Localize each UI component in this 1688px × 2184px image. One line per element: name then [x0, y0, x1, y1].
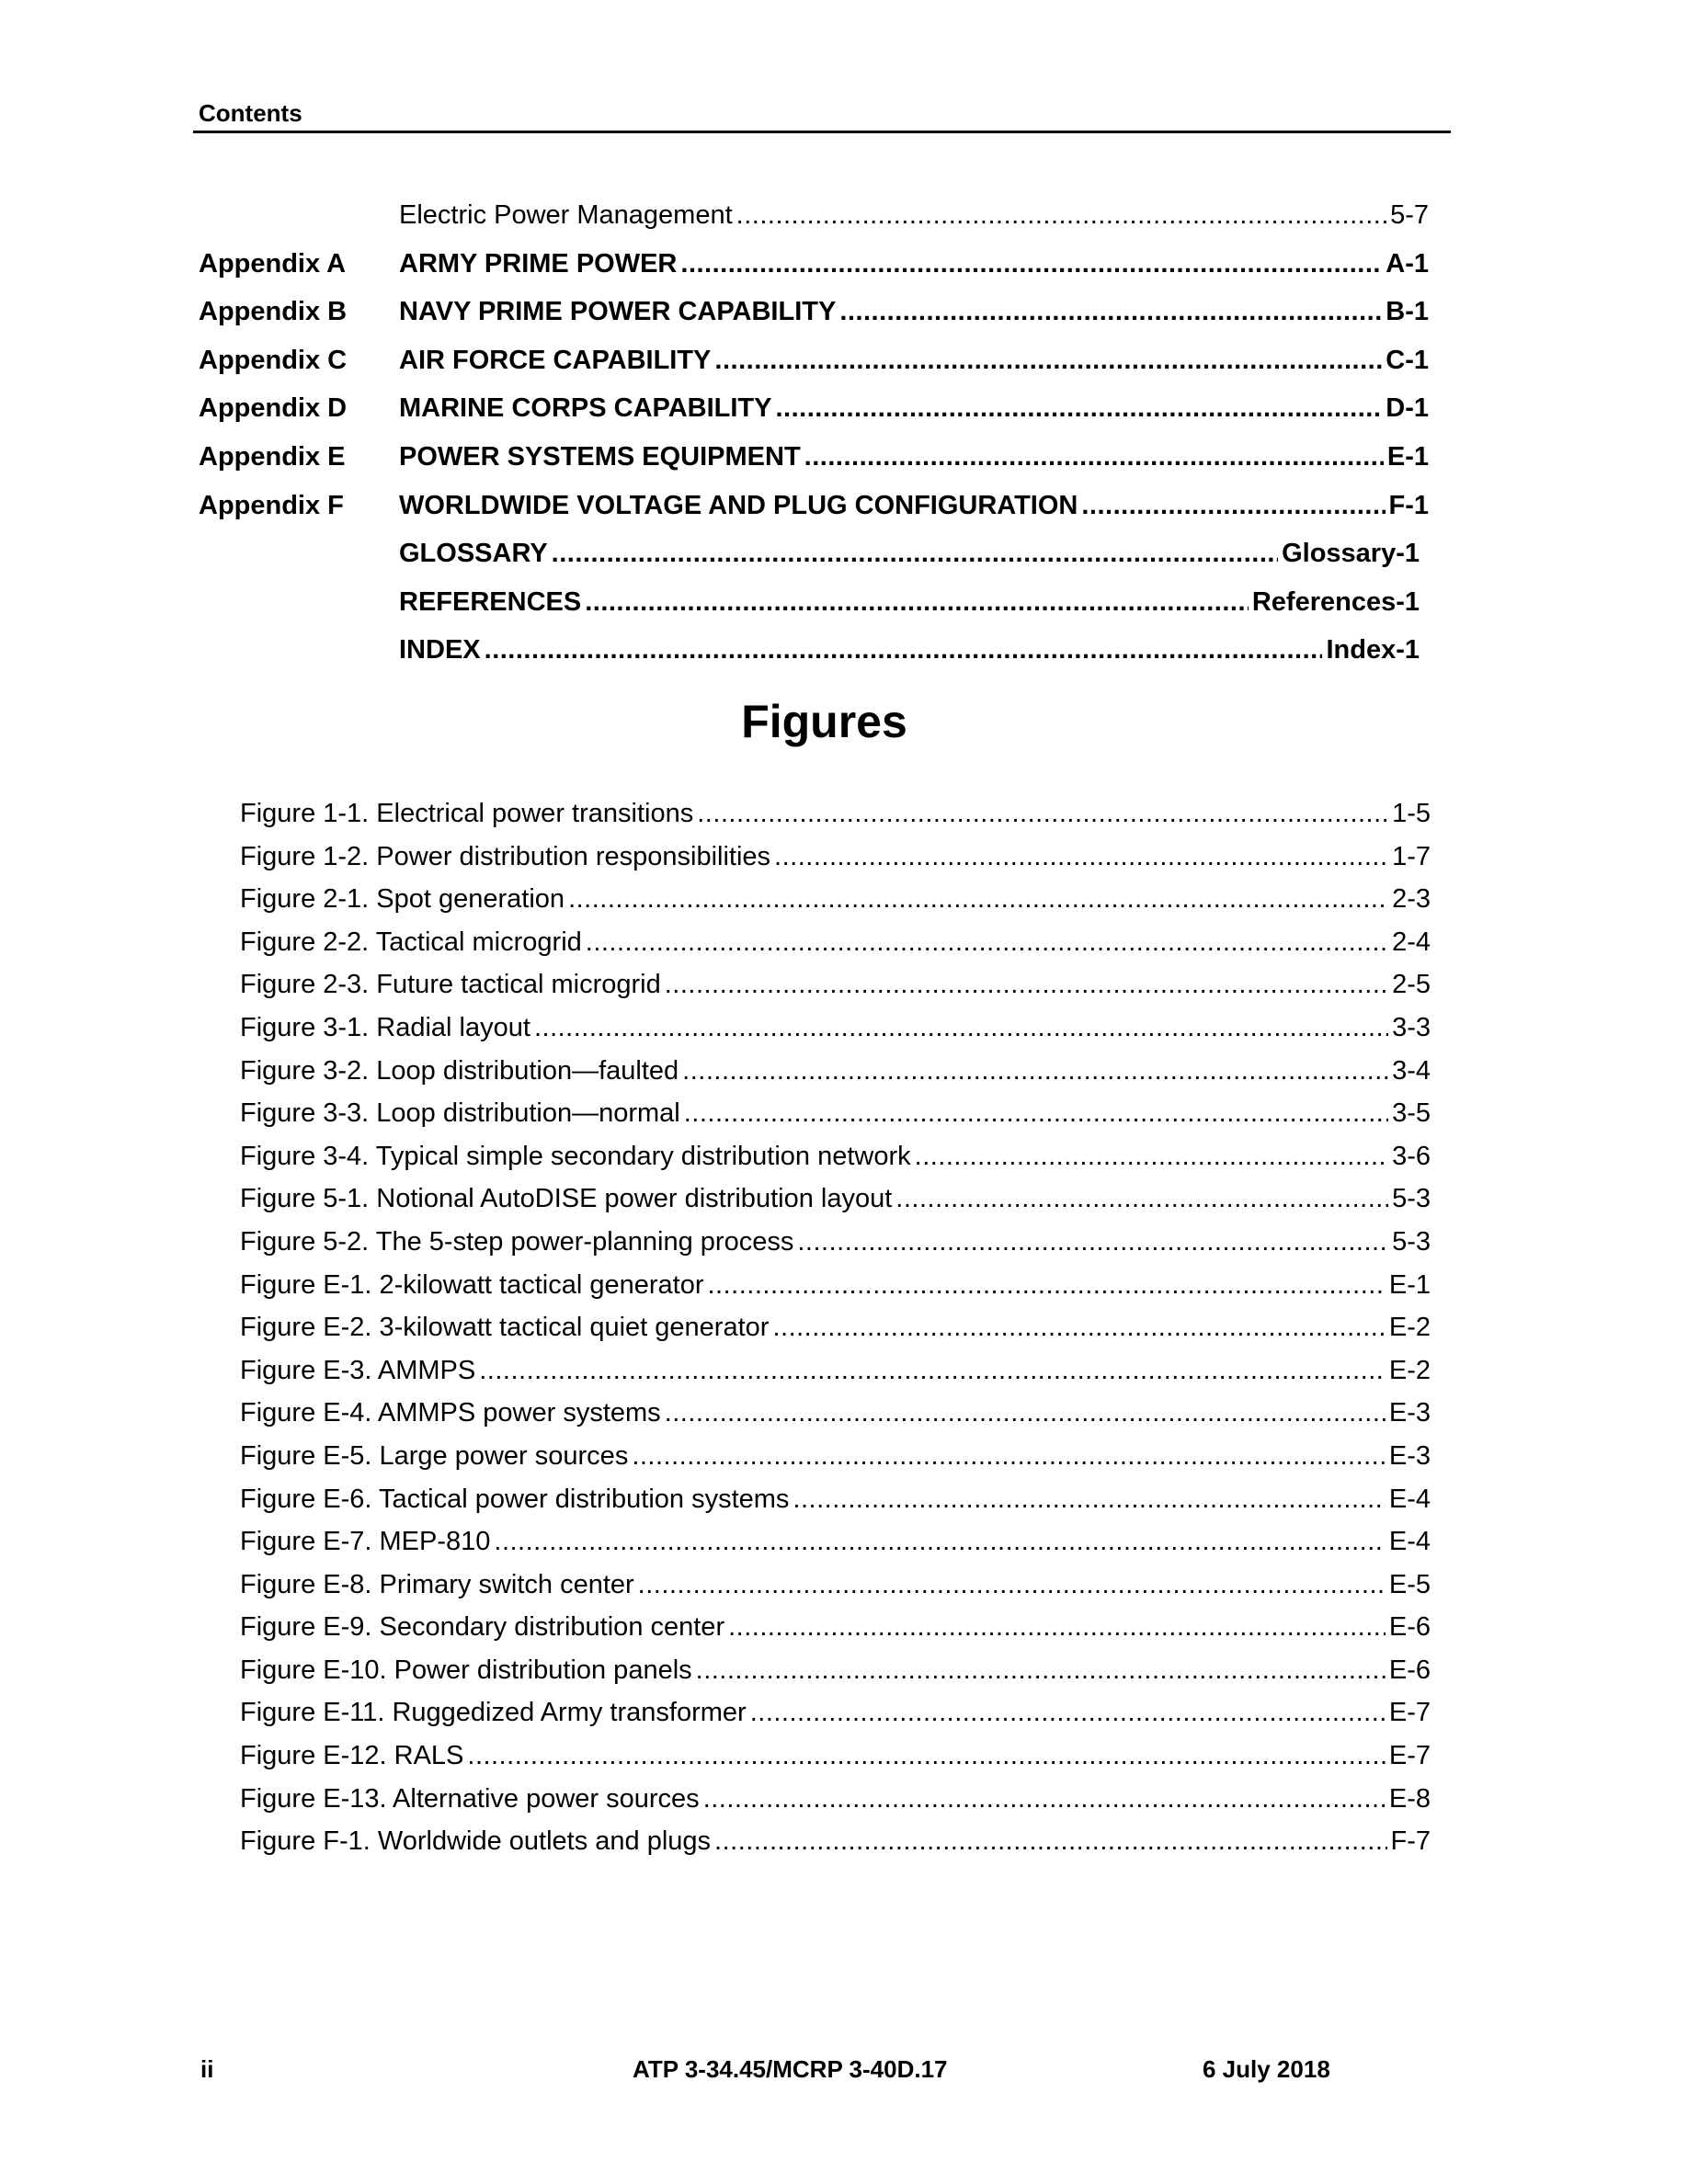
toc-entry-page: D-1: [1386, 393, 1429, 424]
contents-list: [0, 191, 1688, 675]
toc-entry[interactable]: [0, 336, 1688, 385]
figure-entry[interactable]: [0, 1735, 1688, 1778]
figure-entry-page: 3-4: [1392, 1055, 1431, 1086]
toc-entry-title: MARINE CORPS CAPABILITY: [399, 393, 772, 424]
figure-leader-dots: [684, 1092, 1388, 1135]
toc-appendix-label: Appendix E: [199, 441, 346, 472]
figure-leader-dots: [915, 1135, 1388, 1178]
header-rule: [193, 131, 1451, 133]
figure-leader-dots: [774, 836, 1388, 879]
figure-entry-page: 2-5: [1392, 970, 1431, 1000]
toc-entry-page: B-1: [1386, 297, 1429, 327]
figure-entry-page: 5-3: [1392, 1226, 1431, 1257]
figure-entry-title: Figure E-5. Large power sources: [240, 1440, 629, 1471]
figures-list: [0, 792, 1688, 1863]
figure-entry-title: Figure 5-1. Notional AutoDISE power distribution layout: [240, 1184, 893, 1214]
toc-entry-title: INDEX: [399, 635, 481, 665]
toc-entry-page: E-1: [1386, 441, 1429, 472]
toc-leader-dots: [804, 433, 1384, 482]
toc-leader-dots: [585, 578, 1249, 627]
figure-entry-title: Figure E-3. AMMPS: [240, 1355, 476, 1385]
toc-entry[interactable]: [0, 578, 1688, 627]
figure-entry[interactable]: [0, 878, 1688, 921]
figure-entry-page: 3-3: [1392, 1012, 1431, 1042]
figure-entry-title: Figure E-6. Tactical power distribution systems: [240, 1484, 790, 1514]
toc-entry[interactable]: [0, 288, 1688, 336]
figure-entry-page: E-6: [1388, 1655, 1431, 1685]
figure-leader-dots: [703, 1778, 1386, 1821]
figure-leader-dots: [793, 1478, 1385, 1521]
toc-entry[interactable]: [0, 240, 1688, 289]
figure-entry[interactable]: [0, 963, 1688, 1007]
figure-entry-title: Figure E-2. 3-kilowatt tactical quiet generator: [240, 1313, 770, 1343]
figure-entry-title: Figure E-1. 2-kilowatt tactical generator: [240, 1269, 704, 1300]
figure-entry-title: Figure 2-1. Spot generation: [240, 884, 565, 915]
figure-entry-page: 2-3: [1392, 884, 1431, 915]
toc-leader-dots: [680, 240, 1382, 289]
toc-entry-page: A-1: [1386, 248, 1429, 279]
toc-leader-dots: [736, 191, 1386, 240]
toc-entry-page: 5-7: [1390, 200, 1429, 230]
figure-entry[interactable]: [0, 1007, 1688, 1050]
figure-leader-dots: [467, 1735, 1385, 1778]
figure-leader-dots: [714, 1820, 1386, 1863]
figure-leader-dots: [697, 792, 1388, 836]
figure-leader-dots: [632, 1435, 1386, 1478]
figure-entry-title: Figure 2-3. Future tactical microgrid: [240, 970, 661, 1000]
toc-entry[interactable]: [0, 529, 1688, 578]
figure-entry-title: Figure 3-1. Radial layout: [240, 1012, 530, 1042]
figure-entry-page: F-7: [1390, 1826, 1431, 1857]
figure-entry[interactable]: [0, 1820, 1688, 1863]
figure-leader-dots: [479, 1349, 1386, 1393]
footer-date: 6 July 2018: [1203, 2055, 1330, 2083]
toc-leader-dots: [714, 336, 1382, 385]
figure-entry[interactable]: [0, 1306, 1688, 1349]
toc-entry-page: C-1: [1386, 345, 1429, 375]
figures-heading: Figures: [741, 696, 907, 747]
figure-entry[interactable]: [0, 1092, 1688, 1135]
figure-leader-dots: [708, 1264, 1386, 1307]
figure-entry-title: Figure 3-4. Typical simple secondary distribution network: [240, 1141, 911, 1171]
figure-entry-title: Figure 3-3. Loop distribution—normal: [240, 1098, 680, 1129]
figure-entry-title: Figure E-7. MEP-810: [240, 1527, 491, 1557]
figure-entry[interactable]: [0, 1435, 1688, 1478]
footer-publication: ATP 3-34.45/MCRP 3-40D.17: [633, 2055, 948, 2083]
toc-entry-title: NAVY PRIME POWER CAPABILITY: [399, 297, 837, 327]
figure-entry-page: E-7: [1388, 1741, 1431, 1771]
figure-leader-dots: [682, 1050, 1388, 1093]
figure-leader-dots: [638, 1564, 1386, 1607]
toc-leader-dots: [485, 626, 1323, 675]
toc-entry-title: REFERENCES: [399, 586, 582, 617]
figure-entry[interactable]: [0, 1778, 1688, 1821]
footer-page-number: ii: [200, 2055, 214, 2083]
figure-entry-title: Figure 5-2. The 5-step power-planning process: [240, 1226, 794, 1257]
figure-entry[interactable]: [0, 921, 1688, 964]
figure-entry-page: E-5: [1388, 1569, 1431, 1599]
toc-entry[interactable]: [0, 626, 1688, 675]
figure-entry-title: Figure E-13. Alternative power sources: [240, 1783, 700, 1814]
toc-leader-dots: [775, 384, 1382, 433]
figure-entry-page: E-2: [1388, 1355, 1431, 1385]
toc-entry-title: GLOSSARY: [399, 539, 548, 569]
toc-entry-page: Index-1: [1326, 635, 1420, 665]
figure-entry[interactable]: [0, 1221, 1688, 1264]
toc-appendix-label: Appendix F: [199, 490, 344, 520]
toc-entry[interactable]: [0, 482, 1688, 530]
figure-entry-page: E-1: [1388, 1269, 1431, 1300]
toc-entry-title: POWER SYSTEMS EQUIPMENT: [399, 441, 801, 472]
figure-entry-page: 3-5: [1392, 1098, 1431, 1129]
toc-entry-title: AIR FORCE CAPABILITY: [399, 345, 712, 375]
figure-entry[interactable]: [0, 1691, 1688, 1735]
figure-entry-title: Figure F-1. Worldwide outlets and plugs: [240, 1826, 712, 1857]
figure-entry-page: 1-5: [1392, 799, 1431, 828]
figure-entry-page: E-4: [1388, 1484, 1431, 1514]
toc-entry[interactable]: [0, 433, 1688, 482]
figure-entry[interactable]: [0, 1606, 1688, 1649]
figure-leader-dots: [728, 1606, 1386, 1649]
figure-entry[interactable]: [0, 1564, 1688, 1607]
figure-entry[interactable]: [0, 1264, 1688, 1307]
figure-entry-title: Figure E-10. Power distribution panels: [240, 1655, 692, 1685]
toc-entry[interactable]: [0, 384, 1688, 433]
figure-entry-title: Figure 1-2. Power distribution responsibilities: [240, 841, 771, 871]
figure-entry[interactable]: [0, 1520, 1688, 1564]
toc-entry-page: F-1: [1388, 490, 1429, 520]
toc-leader-dots: [552, 529, 1278, 578]
figure-leader-dots: [494, 1520, 1385, 1564]
running-header: Contents: [199, 99, 302, 127]
figure-entry[interactable]: [0, 1649, 1688, 1692]
figure-leader-dots: [772, 1306, 1385, 1349]
toc-entry[interactable]: [0, 191, 1688, 240]
figure-entry[interactable]: [0, 1478, 1688, 1521]
figure-entry-title: Figure E-8. Primary switch center: [240, 1569, 634, 1599]
toc-appendix-label: Appendix B: [199, 297, 348, 327]
figure-entry[interactable]: [0, 1050, 1688, 1093]
figure-entry-page: 2-4: [1392, 927, 1431, 957]
figure-entry[interactable]: [0, 792, 1688, 836]
figure-leader-dots: [586, 921, 1388, 964]
figure-entry-title: Figure 1-1. Electrical power transitions: [240, 799, 694, 828]
figure-entry-page: E-6: [1388, 1612, 1431, 1643]
figure-entry-title: Figure E-9. Secondary distribution center: [240, 1612, 725, 1643]
toc-appendix-label: Appendix A: [199, 248, 347, 279]
figure-entry-page: 1-7: [1392, 841, 1431, 871]
figure-entry-page: E-7: [1388, 1698, 1431, 1728]
toc-leader-dots: [1081, 482, 1385, 530]
figure-entry-page: E-4: [1388, 1527, 1431, 1557]
toc-appendix-label: Appendix C: [199, 345, 348, 375]
figure-entry-title: Figure E-12. RALS: [240, 1741, 464, 1771]
toc-entry-page: Glossary-1: [1282, 539, 1420, 569]
figure-entry-page: E-3: [1388, 1398, 1431, 1428]
figure-leader-dots: [665, 1392, 1386, 1435]
figure-leader-dots: [797, 1221, 1388, 1264]
toc-entry-title: Electric Power Management: [399, 200, 733, 230]
toc-entry-title: WORLDWIDE VOLTAGE AND PLUG CONFIGURATION: [399, 490, 1078, 520]
figure-leader-dots: [665, 963, 1388, 1007]
figure-leader-dots: [750, 1691, 1386, 1735]
figure-entry-page: E-3: [1388, 1440, 1431, 1471]
figure-entry-title: Figure 3-2. Loop distribution—faulted: [240, 1055, 679, 1086]
figure-entry[interactable]: [0, 836, 1688, 879]
figure-entry[interactable]: [0, 1135, 1688, 1178]
figure-leader-dots: [696, 1649, 1386, 1692]
toc-entry-title: ARMY PRIME POWER: [399, 248, 678, 279]
figure-leader-dots: [534, 1007, 1388, 1050]
figure-entry[interactable]: [0, 1349, 1688, 1393]
toc-appendix-label: Appendix D: [199, 393, 348, 424]
figure-entry-page: E-8: [1388, 1783, 1431, 1814]
figure-entry-title: Figure 2-2. Tactical microgrid: [240, 927, 582, 957]
toc-leader-dots: [839, 288, 1382, 336]
figure-entry[interactable]: [0, 1177, 1688, 1221]
figure-leader-dots: [568, 878, 1388, 921]
figure-entry-title: Figure E-11. Ruggedized Army transformer: [240, 1698, 747, 1728]
figure-entry[interactable]: [0, 1392, 1688, 1435]
figure-entry-page: E-2: [1388, 1313, 1431, 1343]
figure-entry-title: Figure E-4. AMMPS power systems: [240, 1398, 661, 1428]
figure-leader-dots: [895, 1177, 1388, 1221]
figure-entry-page: 5-3: [1392, 1184, 1431, 1214]
figure-entry-page: 3-6: [1392, 1141, 1431, 1171]
toc-entry-page: References-1: [1251, 586, 1420, 617]
